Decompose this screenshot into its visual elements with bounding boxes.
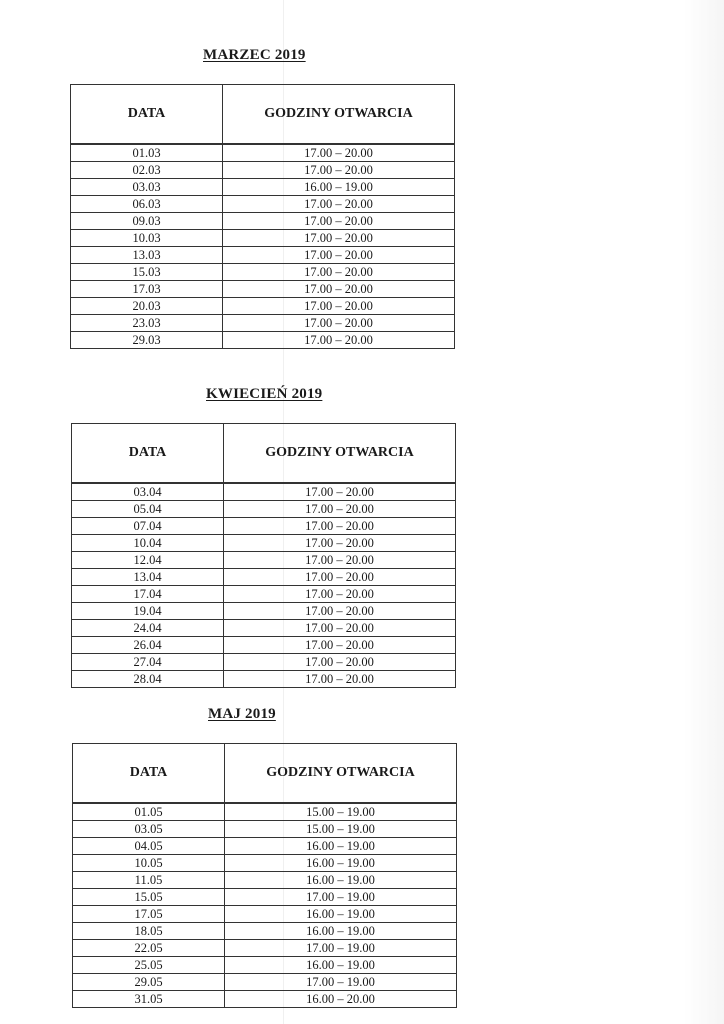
cell-hours: 16.00 – 19.00 [225,923,457,940]
cell-hours: 17.00 – 20.00 [224,569,456,586]
table-row [73,855,457,872]
cell-date: 01.03 [71,144,223,162]
header-hours: GODZINY OTWARCIA [224,424,456,484]
cell-hours: 16.00 – 19.00 [225,957,457,974]
table-row [72,518,456,535]
cell-hours: 16.00 – 19.00 [225,838,457,855]
table-row [73,957,457,974]
table-row [73,940,457,957]
cell-date: 17.03 [71,281,223,298]
table-header-row [71,85,455,145]
cell-date: 03.05 [73,821,225,838]
cell-hours: 17.00 – 20.00 [223,264,455,281]
table-row [73,838,457,855]
table-header-row [73,744,457,804]
cell-date: 27.04 [72,654,224,671]
cell-date: 06.03 [71,196,223,213]
schedule-table-april [71,423,456,688]
table-row [72,654,456,671]
cell-date: 18.05 [73,923,225,940]
cell-date: 25.05 [73,957,225,974]
cell-date: 20.03 [71,298,223,315]
cell-date: 24.04 [72,620,224,637]
table-header-row [72,424,456,484]
cell-date: 19.04 [72,603,224,620]
cell-date: 04.05 [73,838,225,855]
cell-date: 03.03 [71,179,223,196]
cell-date: 17.04 [72,586,224,603]
cell-date: 10.03 [71,230,223,247]
cell-hours: 16.00 – 19.00 [223,179,455,196]
cell-hours: 17.00 – 20.00 [224,603,456,620]
table-row [72,552,456,569]
cell-date: 03.04 [72,483,224,501]
table-row [73,991,457,1008]
cell-hours: 16.00 – 19.00 [225,872,457,889]
cell-hours: 17.00 – 20.00 [223,315,455,332]
cell-hours: 17.00 – 20.00 [223,281,455,298]
table-row [71,213,455,230]
table-row [73,821,457,838]
cell-date: 11.05 [73,872,225,889]
cell-date: 13.03 [71,247,223,264]
cell-hours: 17.00 – 20.00 [223,162,455,179]
cell-hours: 17.00 – 20.00 [224,501,456,518]
month-title-march: MARZEC 2019 [203,47,306,63]
cell-date: 15.05 [73,889,225,906]
cell-date: 28.04 [72,671,224,688]
cell-hours: 16.00 – 19.00 [225,855,457,872]
cell-hours: 17.00 – 19.00 [225,940,457,957]
table-row [73,889,457,906]
cell-date: 05.04 [72,501,224,518]
table-row [71,247,455,264]
table-row [71,230,455,247]
cell-hours: 17.00 – 20.00 [224,552,456,569]
month-title-may: MAJ 2019 [208,706,276,722]
cell-hours: 17.00 – 20.00 [223,213,455,230]
table-row [72,483,456,501]
cell-date: 29.03 [71,332,223,349]
cell-hours: 17.00 – 20.00 [223,332,455,349]
cell-date: 23.03 [71,315,223,332]
table-row [72,501,456,518]
cell-hours: 15.00 – 19.00 [225,803,457,821]
cell-hours: 17.00 – 20.00 [224,637,456,654]
cell-hours: 15.00 – 19.00 [225,821,457,838]
cell-date: 15.03 [71,264,223,281]
header-date: DATA [71,85,223,145]
table-row [72,603,456,620]
cell-date: 17.05 [73,906,225,923]
table-row [71,315,455,332]
table-row [73,974,457,991]
table-row [71,179,455,196]
header-hours: GODZINY OTWARCIA [223,85,455,145]
table-row [71,144,455,162]
header-hours: GODZINY OTWARCIA [225,744,457,804]
table-row [71,162,455,179]
cell-hours: 17.00 – 20.00 [223,298,455,315]
cell-hours: 17.00 – 20.00 [223,247,455,264]
cell-date: 07.04 [72,518,224,535]
cell-date: 26.04 [72,637,224,654]
cell-date: 02.03 [71,162,223,179]
table-row [72,620,456,637]
cell-hours: 17.00 – 20.00 [224,620,456,637]
cell-hours: 17.00 – 20.00 [223,230,455,247]
table-row [72,671,456,688]
cell-hours: 17.00 – 19.00 [225,889,457,906]
header-date: DATA [72,424,224,484]
table-row [73,872,457,889]
cell-hours: 17.00 – 20.00 [224,586,456,603]
schedule-table-may [72,743,457,1008]
cell-hours: 17.00 – 20.00 [224,483,456,501]
cell-date: 13.04 [72,569,224,586]
table-row [72,586,456,603]
cell-hours: 17.00 – 20.00 [223,144,455,162]
cell-hours: 17.00 – 20.00 [224,518,456,535]
cell-hours: 16.00 – 19.00 [225,906,457,923]
cell-date: 12.04 [72,552,224,569]
table-row [71,298,455,315]
cell-hours: 17.00 – 20.00 [224,671,456,688]
table-row [73,923,457,940]
cell-date: 10.05 [73,855,225,872]
table-row [73,906,457,923]
cell-date: 09.03 [71,213,223,230]
table-row [71,196,455,213]
cell-date: 10.04 [72,535,224,552]
cell-hours: 17.00 – 20.00 [223,196,455,213]
table-row [71,332,455,349]
scan-edge-shadow [684,0,724,1024]
table-row [72,569,456,586]
cell-date: 22.05 [73,940,225,957]
cell-date: 01.05 [73,803,225,821]
cell-hours: 17.00 – 20.00 [224,654,456,671]
header-date: DATA [73,744,225,804]
cell-hours: 17.00 – 19.00 [225,974,457,991]
cell-date: 29.05 [73,974,225,991]
cell-date: 31.05 [73,991,225,1008]
table-row [71,281,455,298]
table-row [72,637,456,654]
cell-hours: 16.00 – 20.00 [225,991,457,1008]
cell-hours: 17.00 – 20.00 [224,535,456,552]
schedule-table-march [70,84,455,349]
month-title-april: KWIECIEŃ 2019 [206,386,323,402]
table-row [73,803,457,821]
table-row [72,535,456,552]
table-row [71,264,455,281]
